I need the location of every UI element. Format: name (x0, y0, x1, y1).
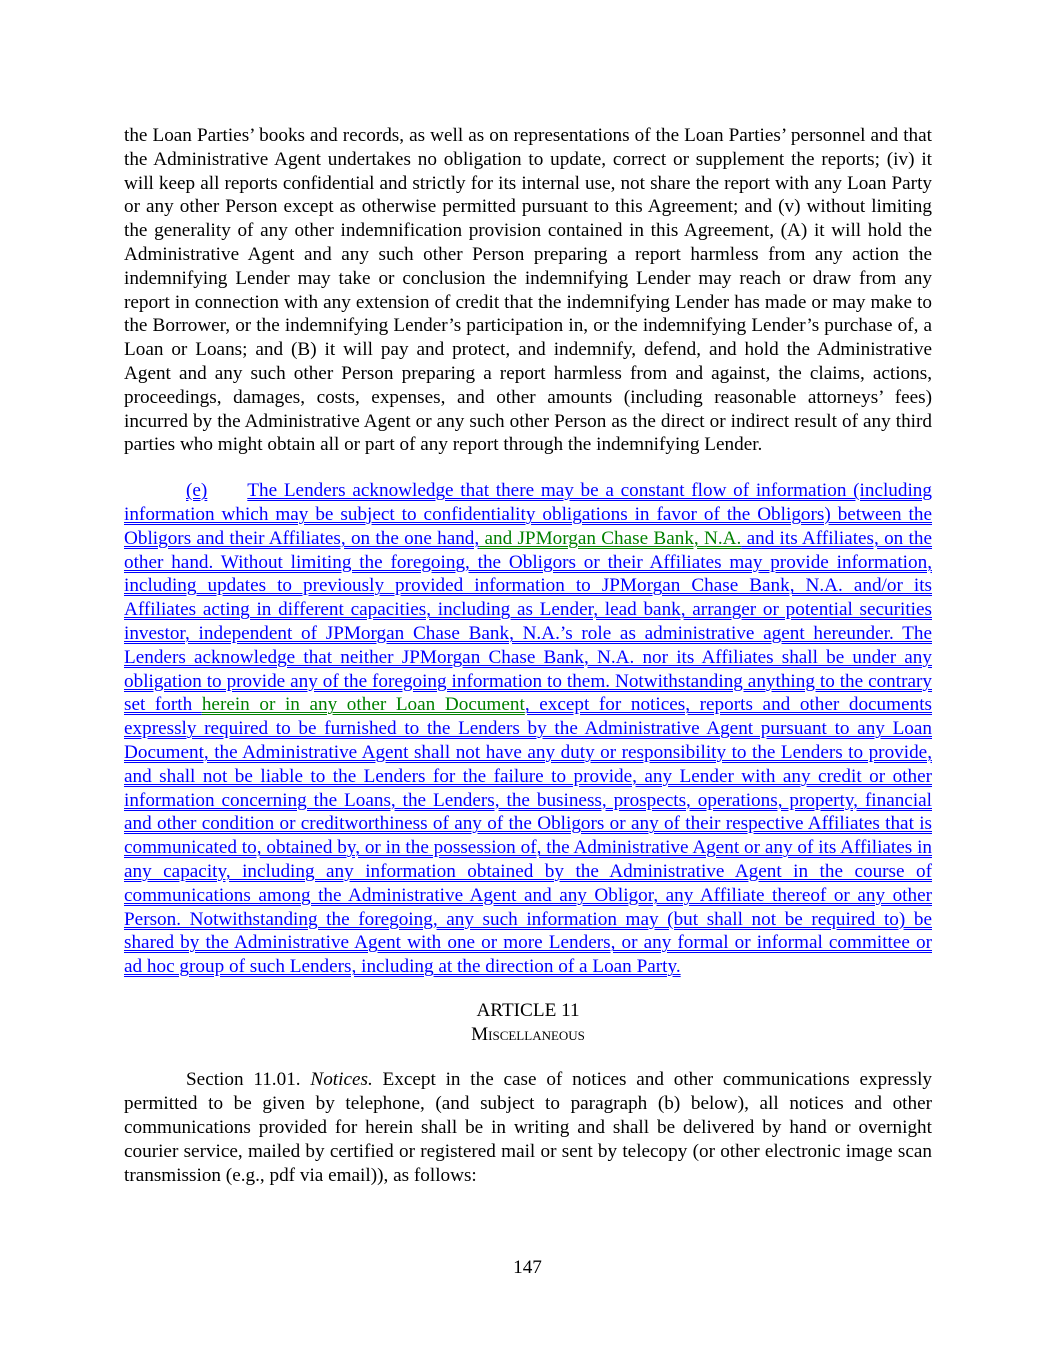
section-heading: Notices. (310, 1069, 373, 1091)
inserted-text-segment: The Lenders acknowledge that there may be a constant flow of information (including information which may be subject to confidentiality obligations in favor of the Obligors) between the Obligors and their Affiliates, on the one hand, (124, 480, 932, 549)
article-number: ARTICLE 11 (476, 999, 580, 1021)
document-page (124, 124, 932, 1187)
inserted-text-segment-green: herein or in any other Loan Document (201, 694, 525, 716)
inserted-text-segment: and its Affiliates, on the other hand. Without limiting the foregoing, the Obligors or their Affiliates may provide information, including updates to previously provided information to JPMorgan Chase Bank, N.A. and/or its Affiliates acting in different capacities, including as Lender, lead bank, arranger or potential securities investor, independent of JPMorgan Chase Bank, N.A.’s role as administrative agent hereunder. The Lenders acknowledge that neither JPMorgan Chase Bank, N.A. nor its Affiliates shall be under any obligation to provide any of the foregoing information to them. Notwithstanding anything to the contrary set forth (124, 527, 932, 716)
page-number: 147 (513, 1257, 542, 1278)
tab-spacer (207, 479, 247, 503)
section-11-01-paragraph (124, 1068, 932, 1187)
paragraph-continued: the Loan Parties’ books and records, as well as on representations of the Loan Parties’ personnel and that the Administrative Agent undertakes no obligation to update, correct or supplement the reports; (iv) it will keep all reports confidential and strictly for its internal use, not share the report with any Loan Party or any other Person except as otherwise permitted pursuant to this Agreement; and (v) without limiting the generality of any other indemnification provision contained in this Agreement, (A) it will hold the Administrative Agent and any such other Person preparing a report harmless from any action the indemnifying Lender may take or conclusion the indemnifying Lender may reach or draw from any report in connection with any extension of credit that the indemnifying Lender has made or may make to the Borrower, or the indemnifying Lender’s participation in, or the indemnifying Lender’s purchase of, a Loan or Loans; and (B) it will pay and protect, and indemnify, defend, and hold the Administrative Agent and any such other Person preparing a report harmless from and against, the claims, actions, proceedings, damages, costs, expenses, and other amounts (including reasonable attorneys’ fees) incurred by the Administrative Agent or any such other Person as the direct or indirect result of any third parties who might obtain all or part of any report through the indemnifying Lender. (124, 125, 932, 456)
inserted-text-segment: , except for notices, reports and other documents expressly required to be furnished to the Lenders by the Administrative Agent pursuant to any Loan Document, the Administrative Agent shall not have any duty or responsibility to the Lenders to provide, and shall not be liable to the Lenders for the failure to provide, any Lender with any credit or other information concerning the Loans, the Lenders, the business, prospects, operations, property, financial and other condition or creditworthiness of any of the Obligors or any of their respective Affiliates that is communicated to, obtained by, or in the possession of, the Administrative Agent or any of its Affiliates in any capacity, including any information obtained by the Administrative Agent in the course of communications among the Administrative Agent and any Obligor, any Affiliate thereof or any other Person. Notwithstanding the foregoing, any such information may (but shall not be required to) be shared by the Administrative Agent with one or more Lenders, or any formal or informal committee or ad hoc group of such Lenders, including at the direction of a Loan Party. (124, 694, 932, 978)
inserted-text-segment-green: and JPMorgan Chase Bank, N.A. (479, 527, 742, 549)
section-body: Except in the case of notices and other communications expressly permitted to be given by telephone, (and subject to paragraph (b) below), all notices and other communications provided for herein shall be in writing and shall be delivered by hand or overnight courier service, mailed by certified or registered mail or sent by telecopy (or other electronic image scan transmission (e.g., pdf via email)), as follows: (124, 1069, 932, 1186)
article-heading (124, 999, 932, 1047)
section-number: Section 11.01. (186, 1069, 311, 1091)
article-title: Miscellaneous (471, 1023, 585, 1045)
paragraph-e-label: (e) (186, 480, 208, 502)
paragraph-e-inserted (124, 479, 932, 979)
